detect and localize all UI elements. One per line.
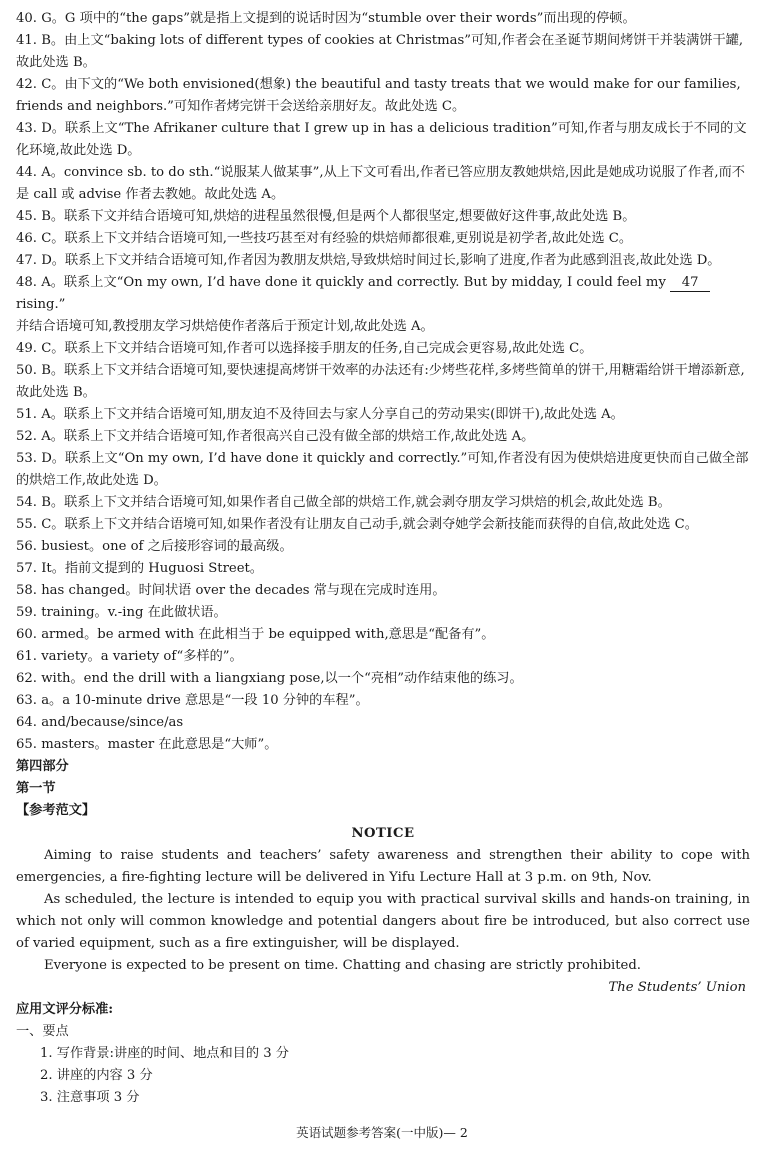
answer-number: 61. [16,649,37,664]
answer-text: B。由上文“baking lots of different types of cookies at Christmas”可知,作者会在圣诞节期间烤饼干并装满饼干罐,故此处选 B。 [16,33,744,70]
answer-44 [16,162,750,206]
section-heading: 第一节 [16,781,56,796]
answer-number: 51. [16,407,37,422]
answer-text: A。convince sb. to do sth.“说服某人做某事”,从上下文可看出,作者已答应朋友教她烘焙,因此是她成功说服了作者,而不是 call 或 advise 作者去教她。故此处选 A。 [16,165,745,202]
answer-number: 54. [16,495,37,510]
answer-54 [16,492,750,514]
answer-number: 46. [16,231,37,246]
answer-number: 43. [16,121,37,136]
answer-63 [16,690,750,712]
answer-50 [16,360,750,404]
answer-40 [16,8,750,30]
answer-number: 49. [16,341,37,356]
answer-number: 48. [16,275,37,290]
essay-paragraph-2: As scheduled, the lecture is intended to equip you with practical survival skills and hands-on training, in which not only will common knowledge and potential dangers about fire be introduced, but also correct use of varied equipment, such as a fire extinguisher, will be displayed. [16,892,750,951]
answer-text: has changed。时间状语 over the decades 常与现在完成时连用。 [41,583,446,598]
essay-signature: The Students’ Union [608,980,746,995]
answer-text: and/because/since/as [41,715,184,730]
answer-number: 47. [16,253,37,268]
essay-paragraph-3: Everyone is expected to be present on time. Chatting and chasing are strictly prohibited. [44,958,641,973]
answer-number: 52. [16,429,37,444]
answer-59 [16,602,750,624]
answer-number: 44. [16,165,37,180]
answer-number: 55. [16,517,37,532]
answer-text: A。联系上下文并结合语境可知,朋友迫不及待回去与家人分享自己的劳动果实(即饼干),故此处选 A。 [41,407,624,422]
answer-45 [16,206,750,228]
answer-text: with。end the drill with a liangxiang pose,以一个“亮相”动作结束他的练习。 [41,671,523,686]
answer-text: G。G 项中的“the gaps”就是指上文提到的说话时因为“stumble over their words”而出现的停顿。 [41,11,636,26]
answer-43 [16,118,750,162]
answer-number: 45. [16,209,37,224]
answer-text: a。a 10-minute drive 意思是“一段 10 分钟的车程”。 [41,693,369,708]
answer-48-continued: 并结合语境可知,教授朋友学习烘焙使作者落后于预定计划,故此处选 A。 [16,319,434,334]
answer-57 [16,558,750,580]
answer-48 [16,272,750,316]
answer-number: 41. [16,33,37,48]
answer-text: B。联系上下文并结合语境可知,要快速提高烤饼干效率的办法还有:少烤些花样,多烤些简单的饼干,用糖霜给饼干增添新意,故此处选 B。 [16,363,745,400]
answer-55 [16,514,750,536]
answer-text: D。联系上文“The Afrikaner culture that I grew up in has a delicious tradition”可知,作者与朋友成长于不同的文化环境,故此处选 D。 [16,121,747,158]
answer-text: C。联系上下文并结合语境可知,一些技巧甚至对有经验的烘焙师都很难,更别说是初学者,故此处选 C。 [41,231,633,246]
answer-61 [16,646,750,668]
answer-text-after: rising.” [16,297,66,312]
answer-41 [16,30,750,74]
answer-number: 42. [16,77,37,92]
answer-58 [16,580,750,602]
answer-47 [16,250,750,272]
answer-number: 40. [16,11,37,26]
answer-text: armed。be armed with 在此相当于 be equipped with,意思是“配备有”。 [41,627,495,642]
answer-text: C。由下文的“We both envisioned(想象) the beautiful and tasty treats that we would make for our families, friends and neighbors.”可知作者烤完饼干会送给亲朋好友。故此处选 C。 [16,77,741,114]
answer-51 [16,404,750,426]
answer-text: variety。a variety of“多样的”。 [41,649,243,664]
criteria-point-2: 2. 讲座的内容 3 分 [40,1068,153,1083]
answer-text: A。联系上文“On my own, I’d have done it quickly and correctly. But by midday, I could feel my [41,275,666,290]
answer-65 [16,734,750,756]
answer-number: 62. [16,671,37,686]
answer-text: masters。master 在此意思是“大师”。 [41,737,278,752]
answer-text: D。联系上下文并结合语境可知,作者因为教朋友烘焙,导致烘焙时间过长,影响了进度,作者为此感到沮丧,故此处选 D。 [41,253,721,268]
answer-text: C。联系上下文并结合语境可知,作者可以选择接手朋友的任务,自己完成会更容易,故此处选 C。 [41,341,593,356]
answer-text: B。联系上下文并结合语境可知,如果作者自己做全部的烘焙工作,就会剥夺朋友学习烘焙的机会,故此处选 B。 [41,495,671,510]
answer-60 [16,624,750,646]
page-footer: 英语试题参考答案(一中版)— 2 [296,1125,468,1140]
answer-64 [16,712,750,734]
answer-number: 65. [16,737,37,752]
answer-text: D。联系上文“On my own, I’d have done it quickly and correctly.”可知,作者没有因为使烘焙进度更快而自己做全部的烘焙工作,故此处选 D。 [16,451,749,488]
answer-number: 64. [16,715,37,730]
part-heading: 第四部分 [16,759,69,774]
essay-paragraph-1: Aiming to raise students and teachers’ safety awareness and strengthen their ability to cope with emergencies, a fire-fighting lecture will be delivered in Yifu Lecture Hall at 3 p.m. on 9th, Nov. [16,848,750,885]
answer-49 [16,338,750,360]
criteria-subheading: 一、要点 [16,1024,69,1039]
answer-number: 57. [16,561,37,576]
criteria-heading: 应用文评分标准: [16,1002,114,1017]
criteria-point-3: 3. 注意事项 3 分 [40,1090,140,1105]
answer-number: 53. [16,451,37,466]
answer-number: 56. [16,539,37,554]
answer-text: training。v.-ing 在此做状语。 [41,605,227,620]
answer-text: busiest。one of 之后接形容词的最高级。 [41,539,293,554]
answer-52 [16,426,750,448]
answer-text: A。联系上下文并结合语境可知,作者很高兴自己没有做全部的烘焙工作,故此处选 A。 [41,429,535,444]
answer-number: 60. [16,627,37,642]
answer-53 [16,448,750,492]
answer-number: 50. [16,363,37,378]
answer-text: B。联系下文并结合语境可知,烘焙的进程虽然很慢,但是两个人都很坚定,想要做好这件事,故此处选 B。 [41,209,636,224]
answer-42 [16,74,750,118]
blank-number: 47 [670,275,710,292]
criteria-point-1: 1. 写作背景:讲座的时间、地点和目的 3 分 [40,1046,289,1061]
answer-number: 59. [16,605,37,620]
answer-46 [16,228,750,250]
answer-number: 58. [16,583,37,598]
reference-heading: 【参考范文】 [16,803,96,818]
answer-56 [16,536,750,558]
answer-number: 63. [16,693,37,708]
answer-text: It。指前文提到的 Huguosi Street。 [41,561,263,576]
notice-title: NOTICE [351,826,415,841]
answer-62 [16,668,750,690]
answer-text: C。联系上下文并结合语境可知,如果作者没有让朋友自己动手,就会剥夺她学会新技能而获得的自信,故此处选 C。 [41,517,698,532]
